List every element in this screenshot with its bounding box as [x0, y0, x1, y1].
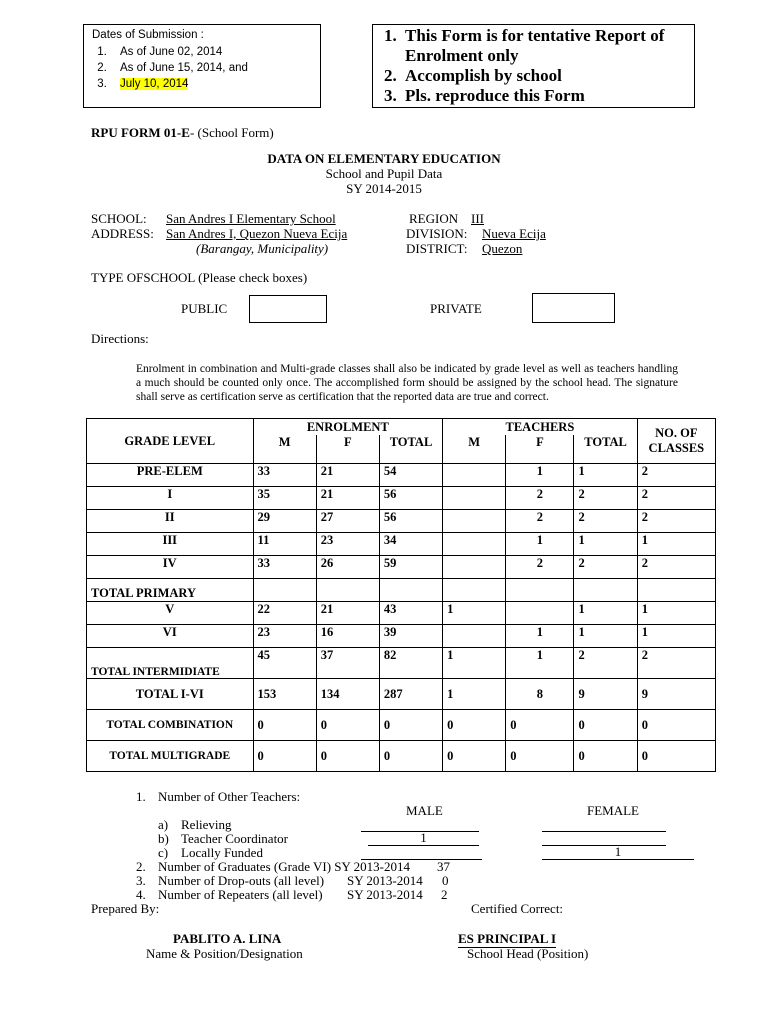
enrol-f: 21 [316, 487, 379, 510]
prepared-by-label: Prepared By: [91, 901, 160, 916]
q3-label: Number of Drop-outs (all level) [158, 873, 325, 888]
notes-list [379, 26, 688, 106]
teach-m: 1 [443, 648, 506, 679]
coordinator-female-field[interactable] [542, 831, 666, 846]
teach-total: 1 [574, 533, 637, 556]
teachers-header: TEACHERS [443, 419, 638, 436]
classes-count: 2 [637, 487, 715, 510]
locally-funded-male-field[interactable] [361, 845, 482, 860]
teach-m [443, 487, 506, 510]
teach-f [506, 579, 574, 602]
enrol-total: 56 [379, 510, 442, 533]
teach-total-header: TOTAL [574, 435, 637, 464]
enrol-total: 0 [379, 741, 442, 772]
q3-sy: SY 2013-2014 [347, 873, 423, 888]
teach-total [574, 579, 637, 602]
address-label: ADDRESS: [91, 226, 154, 241]
classes-count: 2 [637, 556, 715, 579]
enrol-f: 21 [316, 464, 379, 487]
submission-date-2: 2. As of June 15, 2014, and [110, 60, 314, 76]
row-label: I [87, 487, 254, 510]
table-row [87, 602, 716, 625]
male-header: MALE [406, 803, 443, 818]
enrol-total: 287 [379, 679, 442, 710]
enrol-m: 23 [253, 625, 316, 648]
q4-label: Number of Repeaters (all level) [158, 887, 323, 902]
table-row [87, 533, 716, 556]
classes-count: 2 [637, 648, 715, 679]
submission-title: Dates of Submission : [92, 29, 204, 41]
enrol-f [316, 579, 379, 602]
enrol-f: 0 [316, 741, 379, 772]
teach-f: 1 [506, 533, 574, 556]
table-row [87, 741, 716, 772]
district-label: DISTRICT: [406, 241, 468, 256]
row-label: TOTAL COMBINATION [87, 710, 254, 741]
qc-letter: c) [158, 845, 169, 860]
classes-count: 9 [637, 679, 715, 710]
q2-number: 2. [136, 859, 146, 874]
classes-count: 2 [637, 464, 715, 487]
table-row [87, 679, 716, 710]
enrol-f: 16 [316, 625, 379, 648]
enrol-f-header: F [316, 435, 379, 464]
teach-f: 2 [506, 556, 574, 579]
school-type-label: TYPE OFSCHOOL (Please check boxes) [91, 270, 308, 285]
enrol-f: 0 [316, 710, 379, 741]
teach-f: 1 [506, 625, 574, 648]
teach-m [443, 556, 506, 579]
teach-f: 0 [506, 710, 574, 741]
submission-date-3 [110, 76, 314, 92]
teach-m: 0 [443, 710, 506, 741]
form-notes-box [372, 24, 695, 108]
enrol-total: 34 [379, 533, 442, 556]
enrol-total: 43 [379, 602, 442, 625]
classes-count [637, 579, 715, 602]
enrol-m: 0 [253, 710, 316, 741]
table-row [87, 579, 716, 602]
table-row [87, 648, 716, 679]
enrol-m: 153 [253, 679, 316, 710]
locally-funded-label: Locally Funded [181, 845, 263, 860]
q4-sy: SY 2013-2014 [347, 887, 423, 902]
teach-f [506, 602, 574, 625]
form-code: RPU FORM 01-E [91, 125, 190, 140]
locally-funded-female-field[interactable]: 1 [542, 845, 694, 860]
public-checkbox[interactable] [249, 295, 327, 323]
division-value: Nueva Ecija [482, 226, 546, 241]
form-title: DATA ON ELEMENTARY EDUCATION [267, 151, 501, 166]
teach-m: 0 [443, 741, 506, 772]
table-row [87, 487, 716, 510]
qb-letter: b) [158, 831, 169, 846]
form-code-suffix: - (School Form) [189, 125, 274, 140]
teach-total: 2 [574, 487, 637, 510]
enrol-f: 134 [316, 679, 379, 710]
teach-total: 0 [574, 710, 637, 741]
teach-m: 1 [443, 602, 506, 625]
row-label: VI [87, 625, 254, 648]
table-row [87, 625, 716, 648]
classes-count: 2 [637, 510, 715, 533]
enrol-total-header: TOTAL [379, 435, 442, 464]
row-label: TOTAL PRIMARY [87, 579, 254, 602]
highlighted-date: July 10, 2014 [120, 78, 189, 90]
enrol-m [253, 579, 316, 602]
enrol-m: 33 [253, 464, 316, 487]
q1-label: Number of Other Teachers: [158, 789, 301, 804]
public-label: PUBLIC [181, 301, 228, 316]
enrol-m: 22 [253, 602, 316, 625]
address-hint: (Barangay, Municipality) [196, 241, 329, 256]
teach-f: 2 [506, 487, 574, 510]
enrol-total: 39 [379, 625, 442, 648]
preparer-caption: Name & Position/Designation [146, 946, 303, 961]
row-label: TOTAL MULTIGRADE [87, 741, 254, 772]
teach-m [443, 510, 506, 533]
classes-count: 1 [637, 625, 715, 648]
row-label: III [87, 533, 254, 556]
q2-label: Number of Graduates (Grade VI) SY 2013-2014 [158, 859, 410, 874]
school-head-caption: School Head (Position) [467, 946, 589, 961]
enrol-m-header: M [253, 435, 316, 464]
teach-m: 1 [443, 679, 506, 710]
directions-text: Enrolment in combination and Multi-grade classes shall also be indicated by grade level as well as teachers handling a much should be counted only once. The accomplished form should be assigned by the school head. The signature shall serve as certification serve as certification that the reported data are true and correct. [136, 363, 678, 403]
teach-total: 1 [574, 602, 637, 625]
enrol-f: 23 [316, 533, 379, 556]
q4-number: 4. [136, 887, 146, 902]
teach-f: 8 [506, 679, 574, 710]
teach-m [443, 625, 506, 648]
enrol-total [379, 579, 442, 602]
teach-total: 0 [574, 741, 637, 772]
enrolment-table [86, 418, 716, 772]
row-label: V [87, 602, 254, 625]
note-1: 1. This Form is for tentative Report of Enrolment only [401, 26, 688, 66]
qa-letter: a) [158, 817, 169, 832]
submission-date-1: 1. As of June 02, 2014 [110, 44, 314, 60]
district-value: Quezon [482, 241, 523, 256]
certified-correct-label: Certified Correct: [471, 901, 564, 916]
coordinator-label: Teacher Coordinator [181, 831, 289, 846]
region-value: III [471, 211, 484, 226]
table-row [87, 710, 716, 741]
teach-total: 1 [574, 625, 637, 648]
table-row [87, 556, 716, 579]
enrol-f: 27 [316, 510, 379, 533]
enrol-m: 11 [253, 533, 316, 556]
teach-f: 1 [506, 464, 574, 487]
enrol-m: 33 [253, 556, 316, 579]
teach-total: 1 [574, 464, 637, 487]
school-label: SCHOOL: [91, 211, 147, 226]
table-row [87, 464, 716, 487]
division-label: DIVISION: [406, 226, 468, 241]
form-code-line [91, 125, 274, 141]
address-value: San Andres I, Quezon Nueva Ecija [166, 226, 348, 241]
classes-header: NO. OF CLASSES [637, 419, 715, 464]
row-label: TOTAL I-VI [87, 679, 254, 710]
teach-f: 2 [506, 510, 574, 533]
teach-f: 1 [506, 648, 574, 679]
teach-total: 2 [574, 556, 637, 579]
region-label: REGION [409, 211, 459, 226]
enrol-f: 21 [316, 602, 379, 625]
teach-m [443, 533, 506, 556]
enrolment-header: ENROLMENT [253, 419, 443, 436]
preparer-name: PABLITO A. LINA [173, 931, 282, 946]
teach-m-header: M [443, 435, 506, 464]
note-2: 2. Accomplish by school [401, 66, 688, 86]
submission-list [90, 44, 314, 92]
school-head-name-text: ES PRINCIPAL I [458, 931, 557, 946]
teach-total: 9 [574, 679, 637, 710]
q3-value: 0 [442, 873, 449, 888]
teach-f-header: F [506, 435, 574, 464]
private-checkbox[interactable] [532, 293, 615, 323]
grade-level-header: GRADE LEVEL [87, 419, 254, 464]
enrol-f: 37 [316, 648, 379, 679]
q1-number: 1. [136, 789, 146, 804]
enrol-f: 26 [316, 556, 379, 579]
coordinator-male-field[interactable]: 1 [368, 831, 479, 846]
q4-value: 2 [441, 887, 448, 902]
row-label: TOTAL INTERMIDIATE [87, 648, 254, 679]
q3-number: 3. [136, 873, 146, 888]
note-3: 3. Pls. reproduce this Form [401, 86, 688, 106]
classes-count: 0 [637, 741, 715, 772]
enrol-m: 29 [253, 510, 316, 533]
classes-count: 0 [637, 710, 715, 741]
q2-value: 37 [437, 859, 450, 874]
classes-count: 1 [637, 602, 715, 625]
form-subtitle: School and Pupil Data [325, 166, 443, 181]
classes-count: 1 [637, 533, 715, 556]
teach-m [443, 464, 506, 487]
female-header: FEMALE [587, 803, 639, 818]
teach-total: 2 [574, 648, 637, 679]
row-label: PRE-ELEM [87, 464, 254, 487]
enrol-m: 35 [253, 487, 316, 510]
school-year: SY 2014-2015 [346, 181, 422, 196]
enrol-total: 0 [379, 710, 442, 741]
enrol-total: 56 [379, 487, 442, 510]
enrol-total: 54 [379, 464, 442, 487]
teach-f: 0 [506, 741, 574, 772]
enrol-total: 59 [379, 556, 442, 579]
relieving-label: Relieving [181, 817, 232, 832]
submission-dates-box [83, 24, 321, 108]
enrol-total: 82 [379, 648, 442, 679]
table-row [87, 510, 716, 533]
row-label: II [87, 510, 254, 533]
teach-m [443, 579, 506, 602]
directions-label: Directions: [91, 331, 149, 346]
private-label: PRIVATE [430, 301, 482, 316]
school-name: San Andres I Elementary School [166, 211, 336, 226]
enrol-m: 0 [253, 741, 316, 772]
row-label: IV [87, 556, 254, 579]
enrol-m: 45 [253, 648, 316, 679]
table-header-row [87, 419, 716, 436]
relieving-female-field[interactable] [542, 817, 666, 832]
teach-total: 2 [574, 510, 637, 533]
